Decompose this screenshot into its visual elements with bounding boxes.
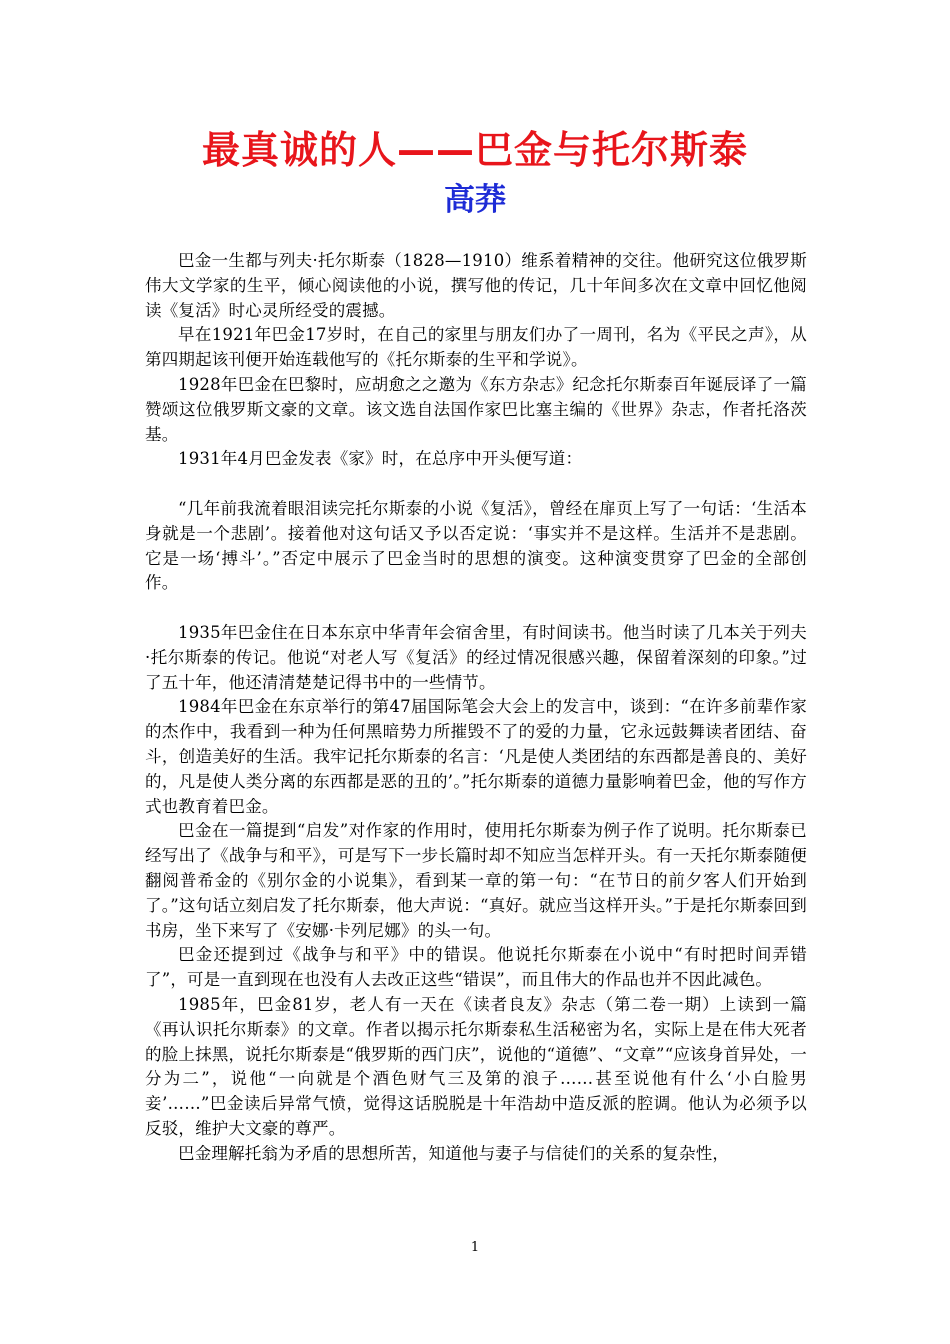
paragraph: 巴金一生都与列夫·托尔斯泰（1828—1910）维系着精神的交往。他研究这位俄罗斯伟大文学家的生平，倾心阅读他的小说，撰写他的传记，几十年间多次在文章中回忆他阅读《复活》时心灵所经受的震撼。	[145, 251, 807, 320]
paragraph: 巴金还提到过《战争与和平》中的错误。他说托尔斯泰在小说中“有时把时间弄错了”，可是一直到现在也没有人去改正这些“错误”，而且伟大的作品也并不因此减色。	[145, 945, 807, 990]
paragraph: 1985年，巴金81岁，老人有一天在《读者良友》杂志（第二卷一期）上读到一篇《再认识托尔斯泰》的文章。作者以揭示托尔斯泰私生活秘密为名，实际上是在伟大死者的脸上抹黑，说托尔斯泰是“俄罗斯的西门庆”，说他的“道德”、“文章”“应该身首异处，一分为二”，说他“一向就是个酒色财气三及第的浪子……甚至说他有什么‘小白脸男妾’……”巴金读后异常气愤，觉得这话脱脱是十年浩劫中造反派的腔调。他认为必须予以反驳，维护大文豪的尊严。	[145, 994, 807, 1138]
paragraph: 1984年巴金在东京举行的第47届国际笔会大会上的发言中，谈到：“在许多前辈作家的杰作中，我看到一种为任何黑暗势力所摧毁不了的爱的力量，它永远鼓舞读者团结、奋斗，创造美好的生活。我牢记托尔斯泰的名言：‘凡是使人类团结的东西都是善良的、美好的，凡是使人类分离的东西都是恶的丑的’。”托尔斯泰的道德力量影响着巴金，他的写作方式也教育着巴金。	[145, 697, 807, 816]
paragraph: 1931年4月巴金发表《家》时，在总序中开头便写道：	[178, 449, 583, 469]
paragraph: 1928年巴金在巴黎时，应胡愈之之邀为《东方杂志》纪念托尔斯泰百年诞辰译了一篇赞颂这位俄罗斯文豪的文章。该文选自法国作家巴比塞主编的《世界》杂志，作者托洛茨基。	[145, 374, 807, 444]
paragraph: 巴金理解托翁为矛盾的思想所苦，知道他与妻子与信徒们的关系的复杂性，	[178, 1143, 730, 1163]
quote-paragraph: “几年前我流着眼泪读完托尔斯泰的小说《复活》，曾经在扉页上写了一句话：‘生活本身就是一个悲剧’。接着他对这句话又予以否定说：‘事实并不是这样。生活并不是悲剧。它是一场‘搏斗’。”否定中展示了巴金当时的思想的演变。这种演变贯穿了巴金的全部创作。	[145, 498, 807, 593]
page-number: 1	[470, 1240, 480, 1255]
document-title: 最真诚的人——巴金与托尔斯泰	[201, 128, 748, 172]
paragraph: 巴金在一篇提到“启发”对作家的作用时，使用托尔斯泰为例子作了说明。托尔斯泰已经写出了《战争与和平》，可是写下一步长篇时却不知应当怎样开头。有一天托尔斯泰随便翻阅普希金的《别尔金的小说集》，看到某一章的第一句：“在节日的前夕客人们开始到了。”这句话立刻启发了托尔斯泰，他大声说：“真好。就应当这样开头。”于是托尔斯泰回到书房，坐下来写了《安娜·卡列尼娜》的头一句。	[145, 821, 807, 940]
paragraph: 早在1921年巴金17岁时，在自己的家里与朋友们办了一周刊，名为《平民之声》，从第四期起该刊便开始连载他写的《托尔斯泰的生平和学说》。	[145, 325, 807, 370]
document-body	[145, 249, 807, 1166]
paragraph: 1935年巴金住在日本东京中华青年会宿舍里，有时间读书。他当时读了几本关于列夫·托尔斯泰的传记。他说“对老人写《复活》的经过情况很感兴趣，保留着深刻的印象。”过了五十年，他还清清楚楚记得书中的一些情节。	[145, 622, 807, 692]
document-author: 高莽	[444, 182, 506, 218]
